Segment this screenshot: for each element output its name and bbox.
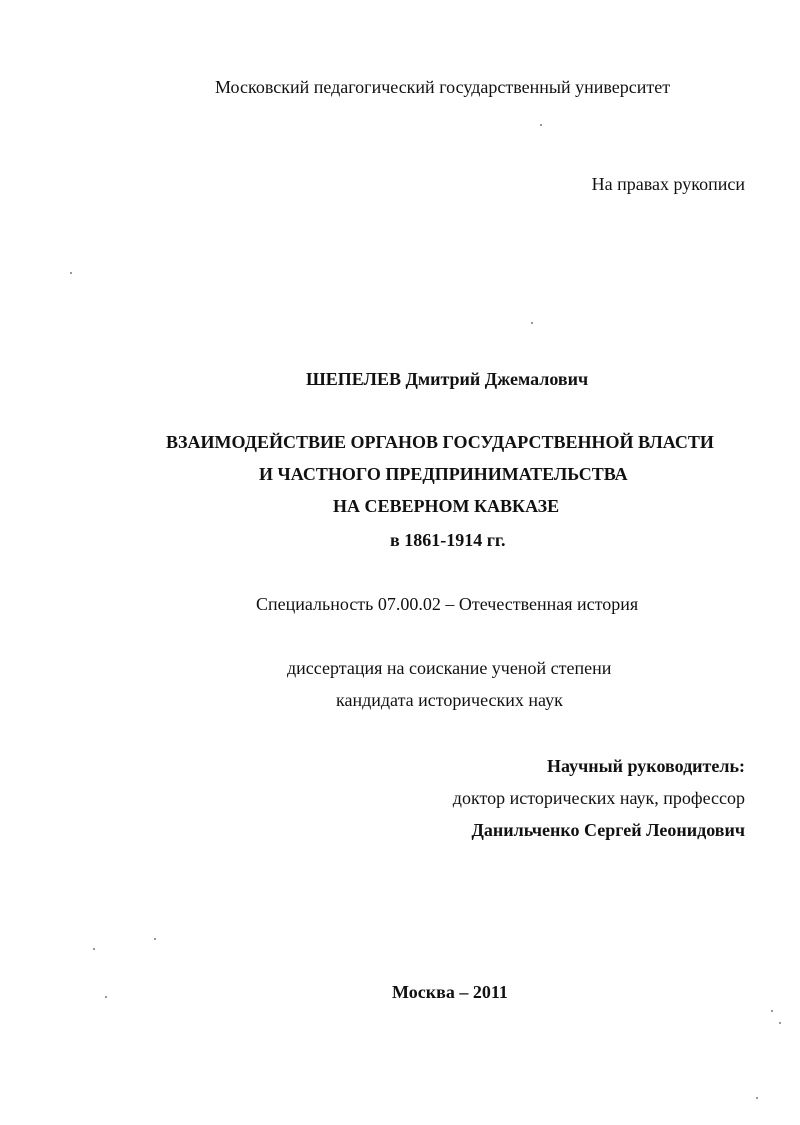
scan-speck [70,272,72,274]
university-name: Московский педагогический государственный университет [215,77,671,97]
scan-speck [531,322,533,324]
scan-speck [779,1022,781,1024]
thesis-title-line-3: НА СЕВЕРНОМ КАВКАЗЕ [333,496,560,516]
supervisor-label: Научный руководитель: [547,756,745,776]
scan-speck [93,948,95,950]
thesis-title-line-2: И ЧАСТНОГО ПРЕДПРИНИМАТЕЛЬСТВА [259,464,628,484]
degree-description-line-2: кандидата исторических наук [336,690,563,710]
supervisor-academic-title: доктор исторических наук, профессор [452,788,745,808]
scan-speck [771,1010,773,1012]
author-name: ШЕПЕЛЕВ Дмитрий Джемалович [306,369,589,389]
degree-description-line-1: диссертация на соискание ученой степени [287,658,612,678]
place-and-year: Москва – 2011 [392,982,508,1002]
scan-speck [540,124,542,126]
thesis-period: в 1861-1914 гг. [390,530,506,550]
specialty-code: Специальность 07.00.02 – Отечественная история [256,594,639,614]
thesis-title-line-1: ВЗАИМОДЕЙСТВИЕ ОРГАНОВ ГОСУДАРСТВЕННОЙ ВЛАСТИ [166,432,714,452]
scan-speck [756,1097,758,1099]
manuscript-note: На правах рукописи [591,174,745,194]
scan-speck [154,938,156,940]
scan-speck [105,996,107,998]
supervisor-name: Данильченко Сергей Леонидович [471,820,745,840]
